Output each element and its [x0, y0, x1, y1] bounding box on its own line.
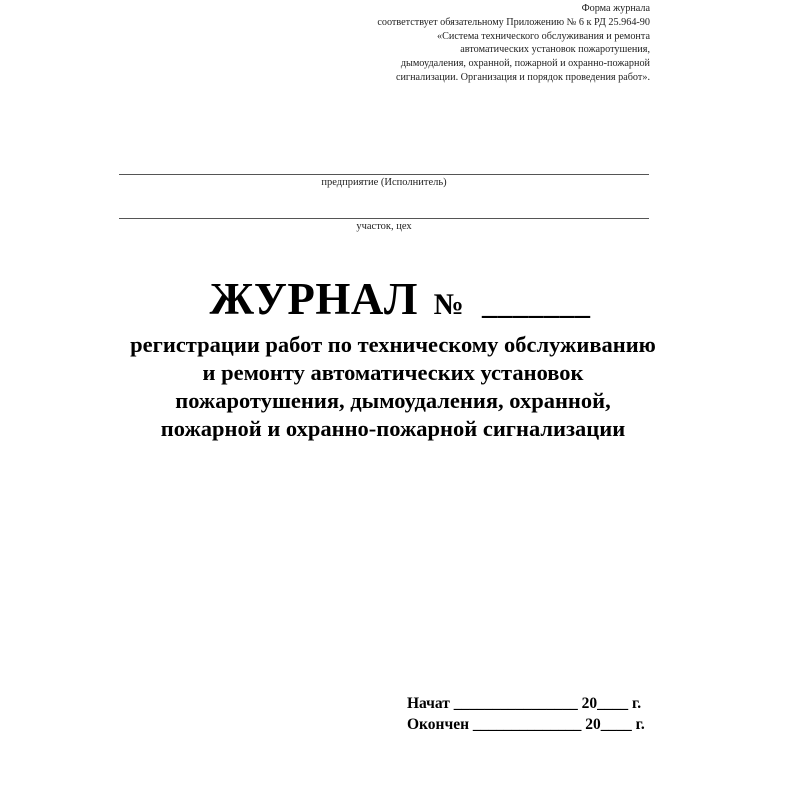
started-date: Начат ________________ 20____ г. [407, 695, 642, 712]
note-line: сигнализации. Организация и порядок проведения работ». [395, 71, 650, 83]
subtitle-line: пожаротушения, дымоудаления, охранной, [175, 388, 611, 413]
finished-date: Окончен ______________ 20____ г. [407, 716, 645, 733]
enterprise-line [119, 174, 649, 175]
number-sign: № [433, 288, 465, 321]
note-line: дымоудаления, охранной, пожарной и охранно-пожарной [400, 58, 650, 70]
subtitle-line: и ремонту автоматических установок [202, 360, 584, 385]
subtitle-line: пожарной и охранно-пожарной сигнализации [160, 416, 626, 441]
note-line: соответствует обязательному Приложению № 6 к РД 25.964-90 [377, 16, 650, 28]
section-caption: участок, цех [356, 221, 412, 232]
journal-subtitle [0, 331, 786, 443]
journal-title-main: ЖУРНАЛ [209, 274, 418, 324]
journal-dates [407, 693, 645, 735]
enterprise-caption: предприятие (Исполнитель) [321, 177, 447, 188]
journal-number-blank: _______ [482, 288, 591, 321]
note-line: Форма журнала [581, 3, 650, 14]
journal-title [0, 272, 800, 332]
note-line: автоматических установок пожаротушения, [460, 44, 650, 56]
form-compliance-note [350, 2, 650, 85]
section-line [119, 218, 649, 219]
subtitle-line: регистрации работ по техническому обслуживанию [130, 332, 656, 357]
note-line: «Система технического обслуживания и ремонта [436, 30, 650, 42]
